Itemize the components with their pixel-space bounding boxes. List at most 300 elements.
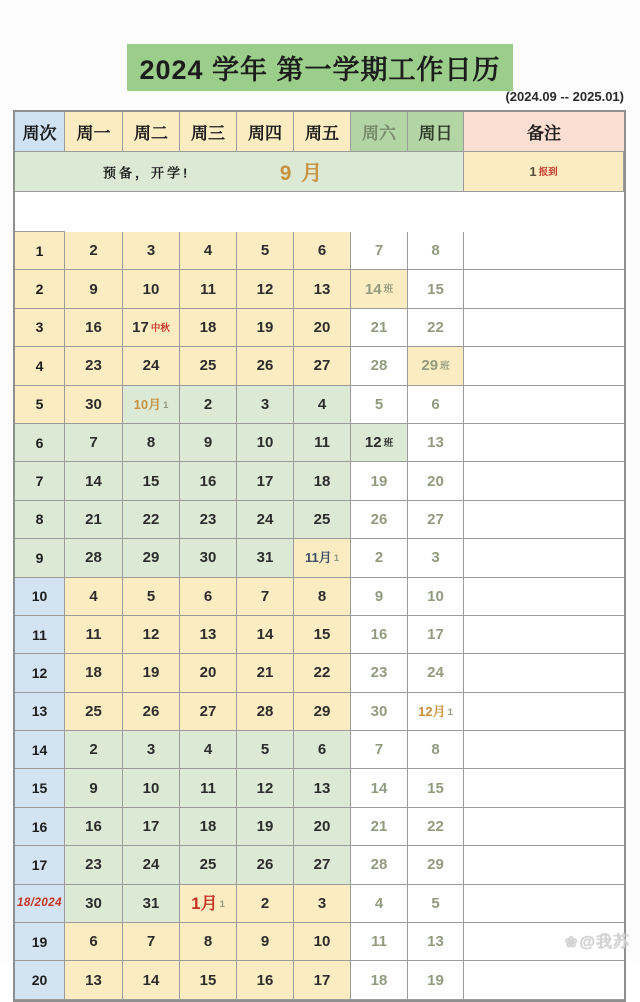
day-cell xyxy=(180,232,237,270)
day-note: 1 xyxy=(447,706,453,718)
day-number: 23 xyxy=(199,510,217,528)
day-number: 24 xyxy=(427,664,444,682)
day-cell xyxy=(351,578,408,616)
day-cell xyxy=(351,232,408,270)
day-number: 7 xyxy=(374,741,384,759)
note-cell xyxy=(464,501,624,539)
day-cell xyxy=(237,961,294,999)
day-cell xyxy=(294,616,351,654)
day-cell xyxy=(294,961,351,999)
day-number: 7 xyxy=(146,933,156,951)
day-cell xyxy=(237,769,294,807)
day-cell xyxy=(123,270,180,308)
table-row xyxy=(15,808,624,846)
day-number: 13 xyxy=(313,280,331,298)
day-cell xyxy=(351,961,408,999)
day-cell xyxy=(65,424,123,462)
day-cell xyxy=(408,424,464,462)
day-number: 14 xyxy=(85,472,102,490)
day-number: 25 xyxy=(85,702,102,720)
note-cell xyxy=(464,808,624,846)
day-number: 31 xyxy=(256,549,274,567)
day-cell xyxy=(408,769,464,807)
day-number: 9 xyxy=(89,280,98,298)
day-cell xyxy=(351,846,408,884)
table-row xyxy=(15,424,624,462)
day-cell xyxy=(65,270,123,308)
day-cell xyxy=(180,731,237,769)
day-number: 29 xyxy=(313,702,331,720)
watermark xyxy=(565,929,630,952)
day-cell xyxy=(180,808,237,846)
day-number: 5 xyxy=(260,741,270,759)
day-number: 26 xyxy=(142,702,160,720)
table-row xyxy=(15,539,624,577)
day-note: 班 xyxy=(440,361,450,373)
day-number: 14 xyxy=(256,626,274,644)
day-number: 10 xyxy=(256,434,274,452)
day-cell xyxy=(351,808,408,846)
day-number: 11 xyxy=(200,779,216,797)
day-number: 19 xyxy=(370,472,388,490)
day-number: 17 xyxy=(427,626,444,644)
day-cell xyxy=(237,731,294,769)
day-cell xyxy=(237,232,294,270)
day-number: 15 xyxy=(427,779,444,797)
day-number: 13 xyxy=(85,971,102,989)
day-number: 28 xyxy=(85,549,102,567)
day-number: 4 xyxy=(317,395,327,413)
week-number-cell: 19 xyxy=(15,923,65,961)
weeks-body xyxy=(15,232,624,1000)
day-cell xyxy=(180,386,237,424)
day-cell xyxy=(294,309,351,347)
day-cell xyxy=(408,578,464,616)
day-number: 4 xyxy=(203,741,213,759)
day-number: 15 xyxy=(427,280,444,298)
day-cell xyxy=(237,808,294,846)
week-number-cell: 9 xyxy=(15,539,65,577)
day-cell xyxy=(180,961,237,999)
day-cell xyxy=(408,270,464,308)
day-cell xyxy=(294,501,351,539)
week-number-cell: 13 xyxy=(15,693,65,731)
table-row xyxy=(15,386,624,424)
paw-icon: ❀ xyxy=(564,934,579,951)
day-cell xyxy=(123,309,180,347)
day-cell xyxy=(123,578,180,616)
week-number-cell: 12 xyxy=(15,654,65,692)
day-number: 19 xyxy=(256,318,274,336)
week-number-cell: 1 xyxy=(15,232,65,270)
week-number-cell: 8 xyxy=(15,501,65,539)
day-cell xyxy=(351,539,408,577)
note-cell xyxy=(464,885,624,923)
title-area xyxy=(0,44,640,91)
day-cell xyxy=(180,309,237,347)
day-number: 19 xyxy=(142,664,160,682)
day-cell xyxy=(65,539,123,577)
day-cell xyxy=(237,616,294,654)
day-note: 中秋 xyxy=(150,322,170,334)
day-number: 11 xyxy=(200,280,216,298)
day-cell xyxy=(408,961,464,999)
watermark-text: @我苏 xyxy=(579,934,630,951)
month-label: 9 月 xyxy=(279,161,325,185)
day-number: 7 xyxy=(260,587,270,605)
week-number-cell: 4 xyxy=(15,347,65,385)
day-cell xyxy=(408,462,464,500)
day-number: 17 xyxy=(132,318,149,336)
day-cell xyxy=(65,309,123,347)
day-cell xyxy=(294,654,351,692)
day-cell xyxy=(294,885,351,923)
day-number: 8 xyxy=(146,434,156,452)
day-number: 18 xyxy=(370,971,388,989)
day-cell xyxy=(408,616,464,654)
day-cell xyxy=(408,501,464,539)
day-cell xyxy=(294,923,351,961)
day-cell xyxy=(180,769,237,807)
table-row xyxy=(15,731,624,769)
day-number: 26 xyxy=(256,357,274,375)
header-cell: 周次 xyxy=(15,112,65,152)
day-cell xyxy=(351,501,408,539)
day-number: 10 xyxy=(142,779,160,797)
day-cell xyxy=(294,693,351,731)
calendar-table xyxy=(13,110,626,1002)
week-number-cell: 10 xyxy=(15,578,65,616)
day-number: 24 xyxy=(142,357,160,375)
day-number: 29 xyxy=(421,357,439,375)
table-row xyxy=(15,462,624,500)
day-cell xyxy=(65,347,123,385)
day-number: 9 xyxy=(89,779,98,797)
day-number: 16 xyxy=(370,626,388,644)
day-number: 18 xyxy=(85,664,102,682)
day-cell xyxy=(65,808,123,846)
day-number: 7 xyxy=(89,434,98,452)
day-number: 19 xyxy=(427,971,444,989)
day-number: 2 xyxy=(89,741,98,759)
day-cell xyxy=(237,462,294,500)
day-cell xyxy=(123,885,180,923)
day-cell xyxy=(351,347,408,385)
day-number: 27 xyxy=(313,856,331,874)
day-cell xyxy=(180,501,237,539)
page-title: 2024 学年 第一学期工作日历 xyxy=(127,44,512,91)
header-cell: 周二 xyxy=(123,112,180,152)
day-cell xyxy=(351,270,408,308)
day-number: 3 xyxy=(146,741,156,759)
day-cell xyxy=(180,539,237,577)
day-number: 24 xyxy=(256,510,274,528)
day-number: 11月 xyxy=(304,550,332,566)
day-number: 18 xyxy=(199,318,217,336)
day-cell xyxy=(123,654,180,692)
table-row xyxy=(15,846,624,884)
week-number-cell: 2 xyxy=(15,270,65,308)
day-cell xyxy=(65,462,123,500)
day-cell xyxy=(408,693,464,731)
day-number: 16 xyxy=(199,472,217,490)
day-cell xyxy=(351,309,408,347)
day-number: 16 xyxy=(85,318,102,336)
day-note: 班 xyxy=(383,284,394,296)
day-number: 1月 xyxy=(191,893,218,913)
header-cell: 周五 xyxy=(294,112,351,152)
day-number: 13 xyxy=(427,933,444,951)
day-cell xyxy=(123,386,180,424)
day-number: 14 xyxy=(370,779,388,797)
note-cell xyxy=(464,731,624,769)
day-number: 22 xyxy=(313,664,331,682)
day-cell xyxy=(123,462,180,500)
day-number: 28 xyxy=(370,357,388,375)
day-number: 5 xyxy=(431,894,440,912)
day-number: 23 xyxy=(85,357,102,375)
day-cell xyxy=(408,808,464,846)
day-number: 27 xyxy=(313,357,331,375)
day-cell xyxy=(65,232,123,270)
day-number: 21 xyxy=(256,664,274,682)
day-cell xyxy=(123,923,180,961)
day-cell xyxy=(237,693,294,731)
day-cell xyxy=(180,347,237,385)
day-cell xyxy=(408,731,464,769)
note-cell xyxy=(464,654,624,692)
table-row xyxy=(15,232,624,270)
note-cell xyxy=(464,462,624,500)
day-number: 21 xyxy=(370,318,388,336)
day-number: 12 xyxy=(142,626,160,644)
day-number: 8 xyxy=(431,741,440,759)
day-cell xyxy=(237,578,294,616)
day-cell xyxy=(294,232,351,270)
note-cell xyxy=(464,616,624,654)
header-cell: 周一 xyxy=(65,112,123,152)
month-banner-cell xyxy=(15,152,464,192)
day-cell xyxy=(294,462,351,500)
day-cell xyxy=(351,616,408,654)
day-cell xyxy=(351,693,408,731)
day-cell xyxy=(65,501,123,539)
day-cell xyxy=(180,846,237,884)
day-cell xyxy=(123,808,180,846)
day-cell xyxy=(237,347,294,385)
week-number-cell: 16 xyxy=(15,808,65,846)
day-number: 10 xyxy=(313,933,331,951)
day-cell xyxy=(180,578,237,616)
note-cell xyxy=(464,846,624,884)
day-cell xyxy=(237,539,294,577)
day-cell xyxy=(294,424,351,462)
day-number: 26 xyxy=(370,510,388,528)
handwritten-note: 预备，开学! xyxy=(103,165,191,180)
day-number: 13 xyxy=(313,779,331,797)
day-number: 15 xyxy=(313,626,331,644)
date-range: (2024.09 -- 2025.01) xyxy=(505,89,624,104)
week-number-cell: 3 xyxy=(15,309,65,347)
day-number: 21 xyxy=(370,818,388,836)
header-cell: 周四 xyxy=(237,112,294,152)
day-number: 9 xyxy=(203,434,213,452)
day-number: 13 xyxy=(427,434,444,452)
day-cell xyxy=(180,693,237,731)
day-cell xyxy=(180,885,237,923)
day-cell xyxy=(294,808,351,846)
day-number: 18 xyxy=(313,472,331,490)
day-number: 12 xyxy=(364,434,382,452)
week-number-cell: 11 xyxy=(15,616,65,654)
day-cell xyxy=(294,270,351,308)
header-cell: 周六 xyxy=(351,112,408,152)
day-cell xyxy=(65,923,123,961)
day-cell xyxy=(65,386,123,424)
day-number: 11 xyxy=(314,434,330,452)
table-row xyxy=(15,309,624,347)
note-cell xyxy=(464,309,624,347)
day-number: 23 xyxy=(85,856,102,874)
day-cell xyxy=(123,769,180,807)
day-number: 2 xyxy=(203,395,213,413)
day-cell xyxy=(65,654,123,692)
day-cell xyxy=(65,885,123,923)
day-cell-report xyxy=(464,152,624,192)
day-cell xyxy=(408,309,464,347)
day-cell xyxy=(180,462,237,500)
day-cell xyxy=(237,923,294,961)
day-number: 4 xyxy=(203,242,213,260)
day-number: 30 xyxy=(370,702,388,720)
day-number: 20 xyxy=(313,318,331,336)
header-cell: 周日 xyxy=(408,112,464,152)
day-number: 28 xyxy=(256,702,274,720)
day-cell xyxy=(123,846,180,884)
week-number-cell: 15 xyxy=(15,769,65,807)
day-cell xyxy=(65,578,123,616)
day-number: 3 xyxy=(317,894,327,912)
day-number: 5 xyxy=(260,242,270,260)
day-cell xyxy=(237,386,294,424)
day-number: 2 xyxy=(374,549,384,567)
day-number: 5 xyxy=(146,587,156,605)
day-number: 7 xyxy=(374,242,384,260)
day-number: 3 xyxy=(146,242,156,260)
day-cell xyxy=(294,731,351,769)
week-number-cell: 7 xyxy=(15,462,65,500)
day-number: 22 xyxy=(142,510,160,528)
day-number: 8 xyxy=(431,242,440,260)
day-cell xyxy=(65,769,123,807)
day-number: 28 xyxy=(370,856,388,874)
week-number-cell: 5 xyxy=(15,386,65,424)
day-number: 29 xyxy=(427,856,444,874)
day-number: 4 xyxy=(89,587,98,605)
day-cell xyxy=(65,693,123,731)
note-cell xyxy=(464,961,624,999)
day-cell xyxy=(408,386,464,424)
header-cell: 备注 xyxy=(464,112,624,152)
table-row xyxy=(15,616,624,654)
table-row xyxy=(15,654,624,692)
note-cell xyxy=(464,578,624,616)
day-cell xyxy=(65,961,123,999)
day-number: 9 xyxy=(374,587,384,605)
day-cell xyxy=(180,923,237,961)
day-cell xyxy=(237,654,294,692)
day-cell xyxy=(408,539,464,577)
day-cell xyxy=(123,501,180,539)
day-number: 11 xyxy=(371,933,387,951)
day-number: 17 xyxy=(313,971,331,989)
day-cell xyxy=(351,731,408,769)
day-cell xyxy=(351,769,408,807)
day-number: 8 xyxy=(317,587,327,605)
day-cell xyxy=(408,846,464,884)
note-cell xyxy=(464,232,624,270)
day-number: 2 xyxy=(89,242,98,260)
day-number: 1 xyxy=(529,164,537,179)
day-cell xyxy=(351,923,408,961)
day-number: 25 xyxy=(199,357,217,375)
table-row xyxy=(15,270,624,308)
day-number: 6 xyxy=(317,741,327,759)
day-note: 1 xyxy=(219,898,225,910)
day-number: 11 xyxy=(85,626,102,644)
day-cell xyxy=(237,309,294,347)
day-cell xyxy=(408,232,464,270)
week-number-cell: 17 xyxy=(15,846,65,884)
day-cell xyxy=(294,539,351,577)
day-cell xyxy=(180,654,237,692)
week-number-cell: 6 xyxy=(15,424,65,462)
day-cell xyxy=(237,885,294,923)
day-cell xyxy=(351,462,408,500)
day-number: 16 xyxy=(85,818,102,836)
day-cell xyxy=(123,347,180,385)
header-cell: 周三 xyxy=(180,112,237,152)
day-number: 20 xyxy=(199,664,217,682)
month-row xyxy=(15,152,624,232)
week-number-cell: 20 xyxy=(15,961,65,999)
day-cell xyxy=(123,616,180,654)
day-number: 2 xyxy=(260,894,270,912)
day-cell xyxy=(237,501,294,539)
day-number: 6 xyxy=(317,242,327,260)
day-cell xyxy=(123,961,180,999)
day-number: 30 xyxy=(85,894,102,912)
day-number: 23 xyxy=(370,664,388,682)
day-number: 10 xyxy=(427,587,444,605)
day-cell xyxy=(180,616,237,654)
day-cell xyxy=(408,654,464,692)
day-number: 29 xyxy=(142,549,160,567)
week-number-cell: 18/2024 xyxy=(15,885,65,923)
day-number: 16 xyxy=(256,971,274,989)
day-number: 30 xyxy=(199,549,217,567)
day-cell xyxy=(123,731,180,769)
day-cell xyxy=(351,386,408,424)
day-number: 14 xyxy=(142,971,160,989)
table-row xyxy=(15,923,624,961)
note-cell xyxy=(464,693,624,731)
day-cell xyxy=(123,232,180,270)
table-row xyxy=(15,501,624,539)
day-number: 10月 xyxy=(133,396,162,412)
day-cell xyxy=(65,731,123,769)
day-number: 20 xyxy=(427,472,444,490)
